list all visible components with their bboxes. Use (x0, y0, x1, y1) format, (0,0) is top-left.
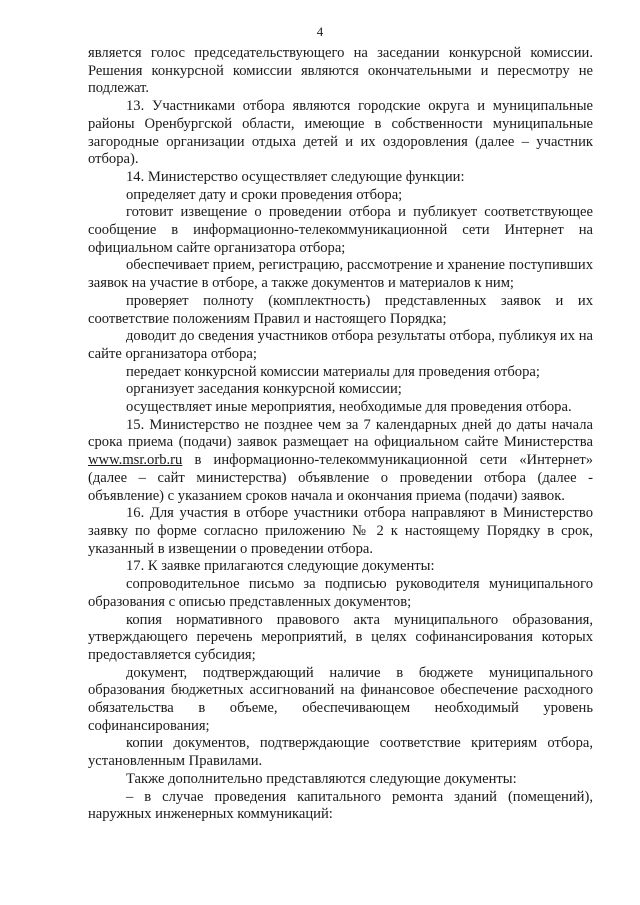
document-item: копии документов, подтверждающие соответствие критериям отбора, установленным Правилами. (88, 735, 593, 770)
function-item: передает конкурсной комиссии материалы для проведения отбора; (126, 363, 540, 380)
function-item: готовит извещение о проведении отбора и публикует соответствующее сообщение в информационно-телекоммуникационной сети Интернет на официальном сайте организатора отбора; (88, 204, 593, 256)
function-item: определяет дату и сроки проведения отбора; (126, 186, 403, 203)
page-number: 4 (316, 24, 324, 39)
function-item: обеспечивает прием, регистрацию, рассмотрение и хранение поступивших заявок на участие в отборе, а также документов и материалов к ним; (88, 257, 593, 292)
document-item: документ, подтверждающий наличие в бюджете муниципального образования бюджетных ассигнований на финансовое обеспечение расходного обязательства в объеме, обеспечивающем необходимый уровень софинансирования; (88, 664, 593, 734)
document-item: – в случае проведения капитального ремонта зданий (помещений), наружных инженерных коммуникаций: (88, 788, 593, 823)
function-item: осуществляет иные мероприятия, необходимые для проведения отбора. (126, 399, 572, 416)
function-item: организует заседания конкурсной комиссии; (126, 381, 402, 398)
paragraph-15 (88, 417, 593, 506)
document-body (88, 45, 593, 824)
additional-documents-intro: Также дополнительно представляются следующие документы: (126, 770, 517, 787)
function-item: доводит до сведения участников отбора результаты отбора, публикуя их на сайте организатора отбора; (88, 328, 593, 362)
paragraph-15-start: 15. Министерство не позднее чем за 7 календарных дней до даты начала срока приема (подачи) заявок размещает на официальном сайте Министерства (88, 416, 593, 451)
ministry-website-link[interactable]: www.msr.orb.ru (88, 452, 183, 469)
paragraph-15-end: в информационно-телекоммуникационной сети «Интернет» (далее – сайт министерства) объявление о проведении отбора (далее - объявление) с указанием сроков начала и окончания приема (подачи) заявок. (88, 452, 593, 504)
paragraph-12-continuation: является голос председательствующего на заседании конкурсной комиссии. Решения конкурсной комиссии являются окончательными и пересмотру не подлежат. (88, 45, 593, 97)
document-item: сопроводительное письмо за подписью руководителя муниципального образования с описью представленных документов; (88, 576, 593, 610)
document-item: копия нормативного правового акта муниципального образования, утверждающего перечень мероприятий, в целях софинансирования которых предоставляется субсидия; (88, 611, 593, 663)
paragraph-17: 17. К заявке прилагаются следующие документы: (126, 558, 435, 575)
paragraph-14: 14. Министерство осуществляет следующие функции: (126, 168, 465, 185)
paragraph-16: 16. Для участия в отборе участники отбора направляют в Министерство заявку по форме согласно приложению № 2 к настоящему Порядку в срок, указанный в извещении о проведении отбора. (88, 505, 593, 557)
paragraph-13: 13. Участниками отбора являются городские округа и муниципальные районы Оренбургской области, имеющие в собственности муниципальные загородные организации отдыха детей и их оздоровления (далее – участник отбора). (88, 98, 593, 168)
function-item: проверяет полноту (комплектность) представленных заявок и их соответствие положениям Правил и настоящего Порядка; (88, 292, 593, 327)
